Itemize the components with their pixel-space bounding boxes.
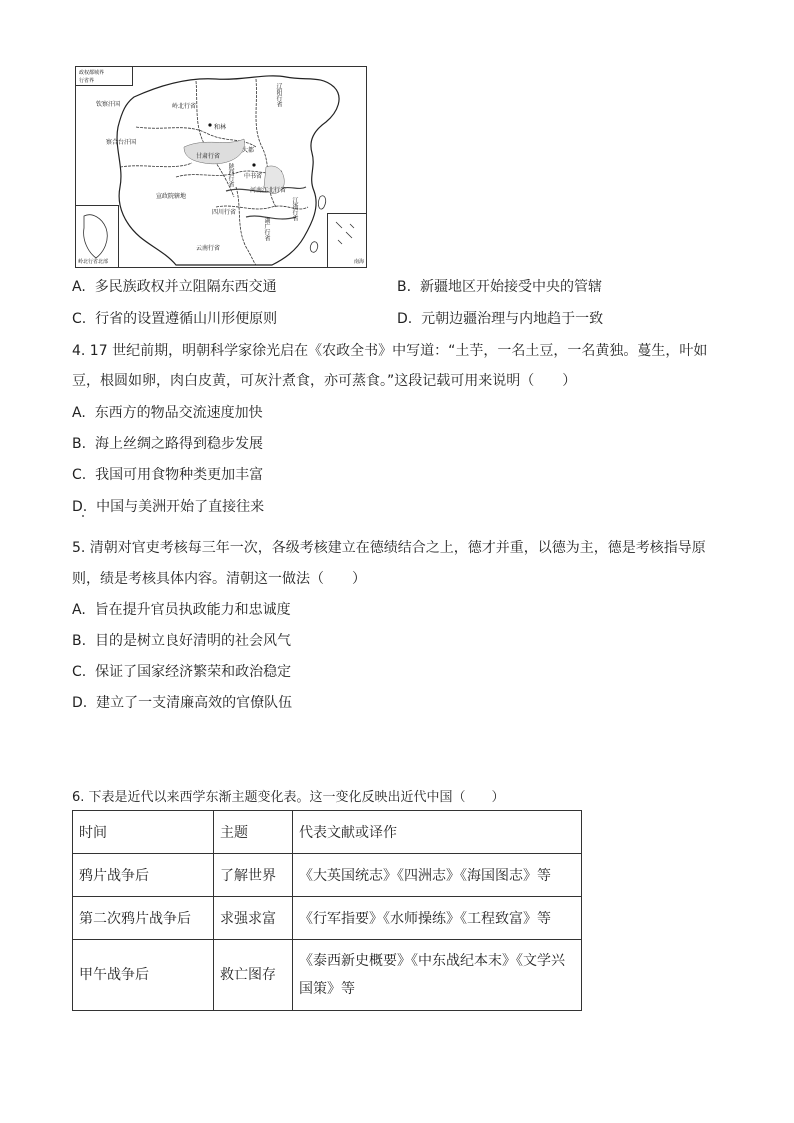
q3-option-d[interactable] xyxy=(397,308,603,328)
q5-option-d[interactable] xyxy=(72,692,292,712)
stray-dot xyxy=(82,515,84,517)
map-legend xyxy=(76,67,133,86)
q3-option-c[interactable] xyxy=(72,308,277,328)
q4-stem-line1: 4. 17 世纪前期，明朝科学家徐光启在《农政全书》中写道：“土芋，一名土豆，一名黄独。蔓生，叶如 xyxy=(72,343,708,359)
option-letter: B. xyxy=(72,436,87,452)
table-row xyxy=(73,897,582,940)
q4-option-c[interactable] xyxy=(72,464,263,484)
table-cell: 鸦片战争后 xyxy=(73,854,214,897)
map-label: 宣政院辖地 xyxy=(156,193,187,200)
option-letter: D. xyxy=(72,499,88,515)
map-label: 察合台汗国 xyxy=(106,139,137,146)
map-label: 和林 xyxy=(214,124,227,131)
q6-table xyxy=(72,810,582,1011)
map-inset-right xyxy=(327,213,366,267)
map-label: 甘肃行省 xyxy=(196,153,221,160)
q4-option-a[interactable] xyxy=(72,402,263,422)
option-text: 保证了国家经济繁荣和政治稳定 xyxy=(95,664,292,680)
legend-item: 政权都城界 xyxy=(79,70,105,76)
q5-stem-line2: 则，绩是考核具体内容。清朝这一做法（ ） xyxy=(72,571,366,587)
map-label: 四川行省 xyxy=(212,209,237,216)
option-letter: A. xyxy=(72,405,86,421)
q4-option-b[interactable] xyxy=(72,433,263,453)
option-letter: C. xyxy=(72,467,87,483)
q4-stem-line2: 豆，根圆如卵，肉白皮黄，可灰汁煮食，亦可蒸食。”这段记载可用来说明（ ） xyxy=(72,373,577,389)
q5-option-a[interactable] xyxy=(72,599,291,619)
option-text: 海上丝绸之路得到稳步发展 xyxy=(94,436,263,452)
map-label: 岭北行省 xyxy=(172,103,197,110)
map-label: 辽阳行省 xyxy=(275,83,282,107)
option-text: 新疆地区开始接受中央的管辖 xyxy=(419,279,602,295)
map-label: 湖广行省 xyxy=(263,217,270,241)
table-cell: 《泰西新史概要》《中东战纪本末》《文学兴国策》等 xyxy=(293,940,582,1011)
map-label: 河南江北行省 xyxy=(250,187,287,194)
table-cell: 了解世界 xyxy=(214,854,293,897)
table-cell: 求强求富 xyxy=(214,897,293,940)
q4-option-d[interactable] xyxy=(72,496,264,516)
table-cell: 第二次鸦片战争后 xyxy=(73,897,214,940)
q5-option-c[interactable] xyxy=(72,661,291,681)
table-header-cell: 主题 xyxy=(214,811,293,854)
option-text: 目的是树立良好清明的社会风气 xyxy=(94,633,291,649)
option-text: 行省的设置遵循山川形便原则 xyxy=(95,311,278,327)
option-text: 旨在提升官员执政能力和忠诚度 xyxy=(94,602,291,618)
map-label: 中书省 xyxy=(244,173,263,180)
option-letter: A. xyxy=(72,602,86,618)
option-letter: C. xyxy=(72,664,87,680)
yuan-dynasty-map xyxy=(75,66,367,268)
option-text: 元朝边疆治理与内地趋于一致 xyxy=(421,311,604,327)
inset-label: 南海 xyxy=(353,259,364,265)
option-letter: C. xyxy=(72,311,87,327)
map-label: 钦察汗国 xyxy=(96,101,121,108)
map-label: 大都 xyxy=(242,147,255,154)
option-text: 建立了一支清廉高效的官僚队伍 xyxy=(96,695,293,711)
table-cell: 《行军指要》《水师操练》《工程致富》等 xyxy=(293,897,582,940)
option-text: 多民族政权并立阻隔东西交通 xyxy=(94,279,277,295)
option-text: 我国可用食物种类更加丰富 xyxy=(95,467,264,483)
map-inset-left xyxy=(76,205,119,267)
option-letter: D. xyxy=(72,695,88,711)
option-text: 中国与美洲开始了直接往来 xyxy=(96,499,265,515)
table-row xyxy=(73,940,582,1011)
option-letter: D. xyxy=(397,311,413,327)
option-text: 东西方的物品交流速度加快 xyxy=(94,405,263,421)
table-header-cell: 时间 xyxy=(73,811,214,854)
legend-item: 行省界 xyxy=(79,78,95,84)
option-letter: A. xyxy=(72,279,86,295)
table-cell: 救亡图存 xyxy=(214,940,293,1011)
table-header-row xyxy=(73,811,582,854)
map-label: 江浙行省 xyxy=(291,197,298,221)
option-letter: B. xyxy=(397,279,412,295)
q6-stem: 6. 下表是近代以来西学东渐主题变化表。这一变化反映出近代中国（ ） xyxy=(72,790,505,805)
map-label: 陕西行省 xyxy=(227,163,234,187)
table-cell: 甲午战争后 xyxy=(73,940,214,1011)
table-cell: 《大英国统志》《四洲志》《海国图志》等 xyxy=(293,854,582,897)
map-label: 云南行省 xyxy=(196,245,221,252)
inset-label: 岭北行省北部 xyxy=(78,259,109,265)
table-row xyxy=(73,854,582,897)
q3-option-a[interactable] xyxy=(72,276,277,296)
map-drawing xyxy=(76,67,366,267)
q5-option-b[interactable] xyxy=(72,630,291,650)
table-header-cell: 代表文献或译作 xyxy=(293,811,582,854)
q3-option-b[interactable] xyxy=(397,276,602,296)
q5-stem-line1: 5. 清朝对官吏考核每三年一次，各级考核建立在德绩结合之上，德才并重，以德为主，德是考核指导原 xyxy=(72,540,706,556)
option-letter: B. xyxy=(72,633,87,649)
